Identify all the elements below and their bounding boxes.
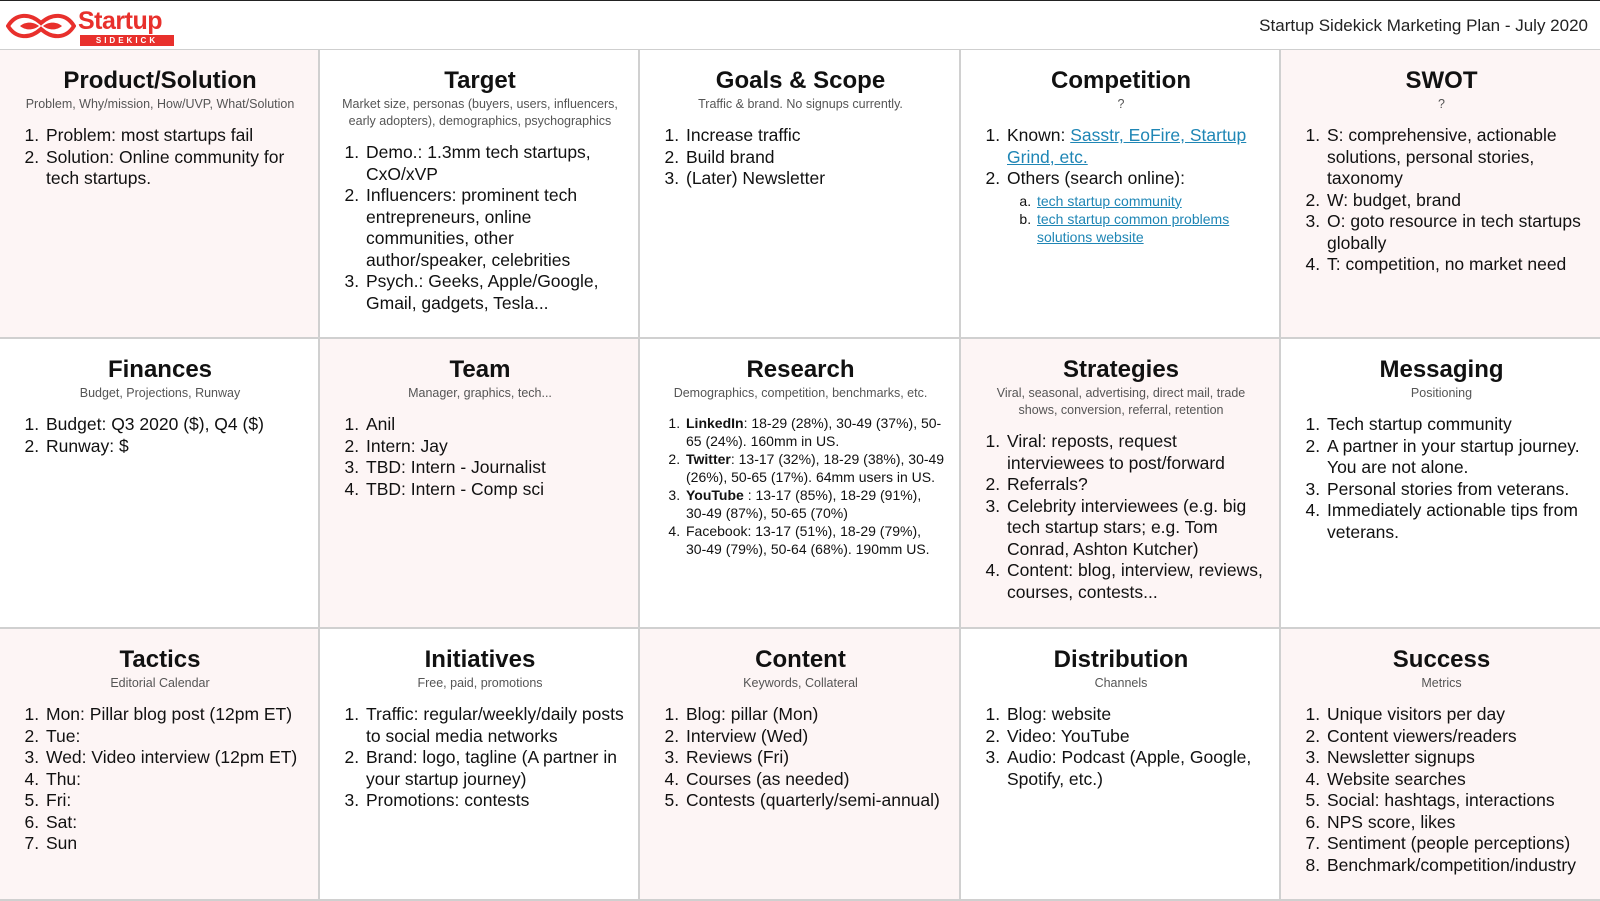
list-item: 4. Courses (as needed): [684, 769, 945, 791]
cell-title: Finances: [107, 356, 213, 383]
cell-research: [640, 339, 961, 629]
cell-subtitle: Demographics, competition, benchmarks, etc.: [673, 386, 928, 400]
startup-sidekick-logo[interactable]: [6, 7, 178, 45]
research-text: : 13-17 (32%), 18-29 (38%), 30-49 (26%), 50-65 (17%). 64mm users in US.: [686, 451, 945, 485]
cell-title: Distribution: [1053, 646, 1189, 673]
list-item: 1. Viral: reposts, request interviewees to post/forward: [1005, 431, 1265, 474]
known-competitors-link[interactable]: Sasstr, EoFire, Startup Grind, etc.: [1007, 125, 1247, 167]
sub-list-item: [1035, 210, 1265, 246]
list-item: 7. Sentiment (people perceptions): [1325, 833, 1586, 855]
item-list: [656, 704, 945, 812]
others-label: Others (search online):: [1007, 168, 1185, 188]
list-item: 1. S: comprehensive, actionable solutions, personal stories, taxonomy: [1325, 125, 1586, 190]
list-item: 4. TBD: Intern - Comp sci: [364, 479, 624, 501]
item-list: [656, 414, 945, 558]
cell-initiatives: [320, 629, 640, 901]
list-item: 3. Reviews (Fri): [684, 747, 945, 769]
list-item: 5. Social: hashtags, interactions: [1325, 790, 1586, 812]
list-item: 1. Blog: pillar (Mon): [684, 704, 945, 726]
cell-title: Target: [444, 67, 516, 94]
cell-distribution: [961, 629, 1281, 901]
cell-title: Research: [746, 356, 855, 383]
list-item: 1. Problem: most startups fail: [44, 125, 304, 147]
list-item: 3. Wed: Video interview (12pm ET): [44, 747, 304, 769]
item-list: [336, 142, 624, 314]
cell-subtitle: Traffic & brand. No signups currently.: [698, 97, 903, 111]
list-item: 1. Anil: [364, 414, 624, 436]
item-list: [1297, 125, 1586, 276]
list-item: 8. Benchmark/competition/industry: [1325, 855, 1586, 877]
cell-subtitle: Manager, graphics, tech...: [408, 386, 552, 400]
cell-success: [1281, 629, 1600, 901]
cell-title: Success: [1392, 646, 1491, 673]
list-item: 2. Runway: $: [44, 436, 304, 458]
known-label: Known:: [1007, 125, 1071, 145]
cell-strategies: [961, 339, 1281, 629]
cell-subtitle: Budget, Projections, Runway: [79, 386, 241, 400]
list-item: 1. Mon: Pillar blog post (12pm ET): [44, 704, 304, 726]
search-link-problems[interactable]: tech startup common problems solutions website: [1037, 210, 1230, 245]
cell-subtitle: Channels: [1094, 676, 1148, 690]
cell-tactics: [0, 629, 320, 901]
list-item: 2. Content viewers/readers: [1325, 726, 1586, 748]
list-item: 3. Promotions: contests: [364, 790, 624, 812]
list-item: 1. Unique visitors per day: [1325, 704, 1586, 726]
research-text: : 18-29 (28%), 30-49 (37%), 50-65 (24%). 160mm in US.: [686, 415, 942, 449]
sub-list-item: [1035, 192, 1265, 210]
list-item: 6. Sat:: [44, 812, 304, 834]
item-list: [336, 414, 624, 500]
search-link-community[interactable]: tech startup community: [1037, 192, 1182, 209]
list-item: 5. Fri:: [44, 790, 304, 812]
list-item: 1. Tech startup community: [1325, 414, 1586, 436]
cell-title: Competition: [1051, 67, 1191, 94]
cell-finances: [0, 339, 320, 629]
list-item: 4. Website searches: [1325, 769, 1586, 791]
cell-subtitle: ?: [1438, 97, 1445, 111]
item-list: [336, 704, 624, 812]
list-item: 2. Referrals?: [1005, 474, 1265, 496]
cell-title: Tactics: [119, 646, 201, 673]
cell-title: Initiatives: [424, 646, 536, 673]
cell-title: Product/Solution: [63, 67, 257, 94]
cell-target: [320, 50, 640, 339]
cell-content: [640, 629, 961, 901]
item-list: [1297, 414, 1586, 543]
item-list: [16, 414, 304, 457]
item-list: [977, 704, 1265, 790]
list-item: [684, 486, 945, 522]
cell-swot: [1281, 50, 1600, 339]
cell-subtitle: Problem, Why/mission, How/UVP, What/Solution: [25, 97, 295, 111]
list-item: 4. Immediately actionable tips from veterans.: [1325, 500, 1586, 543]
list-item: 2. Interview (Wed): [684, 726, 945, 748]
cell-title: SWOT: [1405, 67, 1478, 94]
list-item: 2. Solution: Online community for tech startups.: [44, 147, 304, 190]
list-item: 7. Sun: [44, 833, 304, 855]
cell-title: Strategies: [1062, 356, 1180, 383]
list-item: 4. T: competition, no market need: [1325, 254, 1586, 276]
list-item: 3. O: goto resource in tech startups globally: [1325, 211, 1586, 254]
list-item: [1005, 125, 1265, 168]
item-list: [977, 125, 1265, 246]
sidekick-mask-icon: [6, 9, 76, 43]
list-item: 2. Build brand: [684, 147, 945, 169]
list-item: [684, 450, 945, 486]
list-item: 2. A partner in your startup journey. You are not alone.: [1325, 436, 1586, 479]
cell-title: Content: [755, 646, 846, 673]
item-list: [16, 704, 304, 855]
logo-subtitle: SIDEKICK: [80, 35, 174, 46]
list-item: 3. Psych.: Geeks, Apple/Google, Gmail, gadgets, Tesla...: [364, 271, 624, 314]
cell-subtitle: Positioning: [1410, 386, 1473, 400]
plan-title: Startup Sidekick Marketing Plan - July 2020: [1259, 16, 1588, 35]
item-list: [656, 125, 945, 190]
item-list: [977, 431, 1265, 603]
list-item: [1005, 168, 1265, 246]
cell-subtitle: Market size, personas (buyers, users, influencers, early adopters), demographics, psychographics: [342, 97, 618, 128]
list-item: 2. Brand: logo, tagline (A partner in your startup journey): [364, 747, 624, 790]
marketing-plan-grid: [0, 50, 1600, 901]
list-item: 2. Intern: Jay: [364, 436, 624, 458]
list-item: 1. Increase traffic: [684, 125, 945, 147]
list-item: 3. Newsletter signups: [1325, 747, 1586, 769]
list-item: 3. TBD: Intern - Journalist: [364, 457, 624, 479]
list-item: 3. Personal stories from veterans.: [1325, 479, 1586, 501]
cell-subtitle: Metrics: [1421, 676, 1462, 690]
cell-competition: [961, 50, 1281, 339]
cell-subtitle: Viral, seasonal, advertising, direct mail, trade shows, conversion, referral, retention: [996, 386, 1246, 417]
top-bar: [0, 0, 1600, 50]
cell-subtitle: Keywords, Collateral: [743, 676, 858, 690]
list-item: 2. Tue:: [44, 726, 304, 748]
cell-subtitle: ?: [1117, 97, 1125, 111]
cell-subtitle: Free, paid, promotions: [417, 676, 543, 690]
cell-title: Goals & Scope: [715, 67, 886, 94]
list-item: 1. Demo.: 1.3mm tech startups, CxO/xVP: [364, 142, 624, 185]
cell-messaging: [1281, 339, 1600, 629]
list-item: [684, 414, 945, 450]
research-label: LinkedIn: [686, 415, 744, 431]
research-text: : 13-17 (85%), 18-29 (91%), 30-49 (87%), 50-65 (70%): [686, 487, 922, 521]
list-item: 4. Content: blog, interview, reviews, courses, contests...: [1005, 560, 1265, 603]
cell-product-solution: [0, 50, 320, 339]
research-label: YouTube: [686, 487, 744, 503]
item-list: [16, 125, 304, 190]
item-list: [1297, 704, 1586, 876]
list-item: 1. Traffic: regular/weekly/daily posts to social media networks: [364, 704, 624, 747]
research-label: Twitter: [686, 451, 731, 467]
list-item: 1. Budget: Q3 2020 ($), Q4 ($): [44, 414, 304, 436]
list-item: 2. W: budget, brand: [1325, 190, 1586, 212]
list-item: 3. (Later) Newsletter: [684, 168, 945, 190]
cell-subtitle: Editorial Calendar: [110, 676, 210, 690]
list-item: 5. Contests (quarterly/semi-annual): [684, 790, 945, 812]
list-item: 3. Celebrity interviewees (e.g. big tech startup stars; e.g. Tom Conrad, Ashton Kutcher): [1005, 496, 1265, 561]
cell-goals-scope: [640, 50, 961, 339]
research-text: Facebook: 13-17 (51%), 18-29 (79%), 30-49 (79%), 50-64 (68%). 190mm US.: [686, 523, 930, 557]
cell-title: Team: [449, 356, 511, 383]
cell-team: [320, 339, 640, 629]
cell-title: Messaging: [1379, 356, 1504, 383]
logo-wordmark: Startup: [78, 7, 162, 35]
list-item: 2. Video: YouTube: [1005, 726, 1265, 748]
list-item: [684, 522, 945, 558]
sub-list: [1007, 192, 1265, 246]
list-item: 2. Influencers: prominent tech entrepreneurs, online communities, other author/speaker, celebrities: [364, 185, 624, 271]
list-item: 1. Blog: website: [1005, 704, 1265, 726]
list-item: 4. Thu:: [44, 769, 304, 791]
list-item: 3. Audio: Podcast (Apple, Google, Spotify, etc.): [1005, 747, 1265, 790]
list-item: 6. NPS score, likes: [1325, 812, 1586, 834]
